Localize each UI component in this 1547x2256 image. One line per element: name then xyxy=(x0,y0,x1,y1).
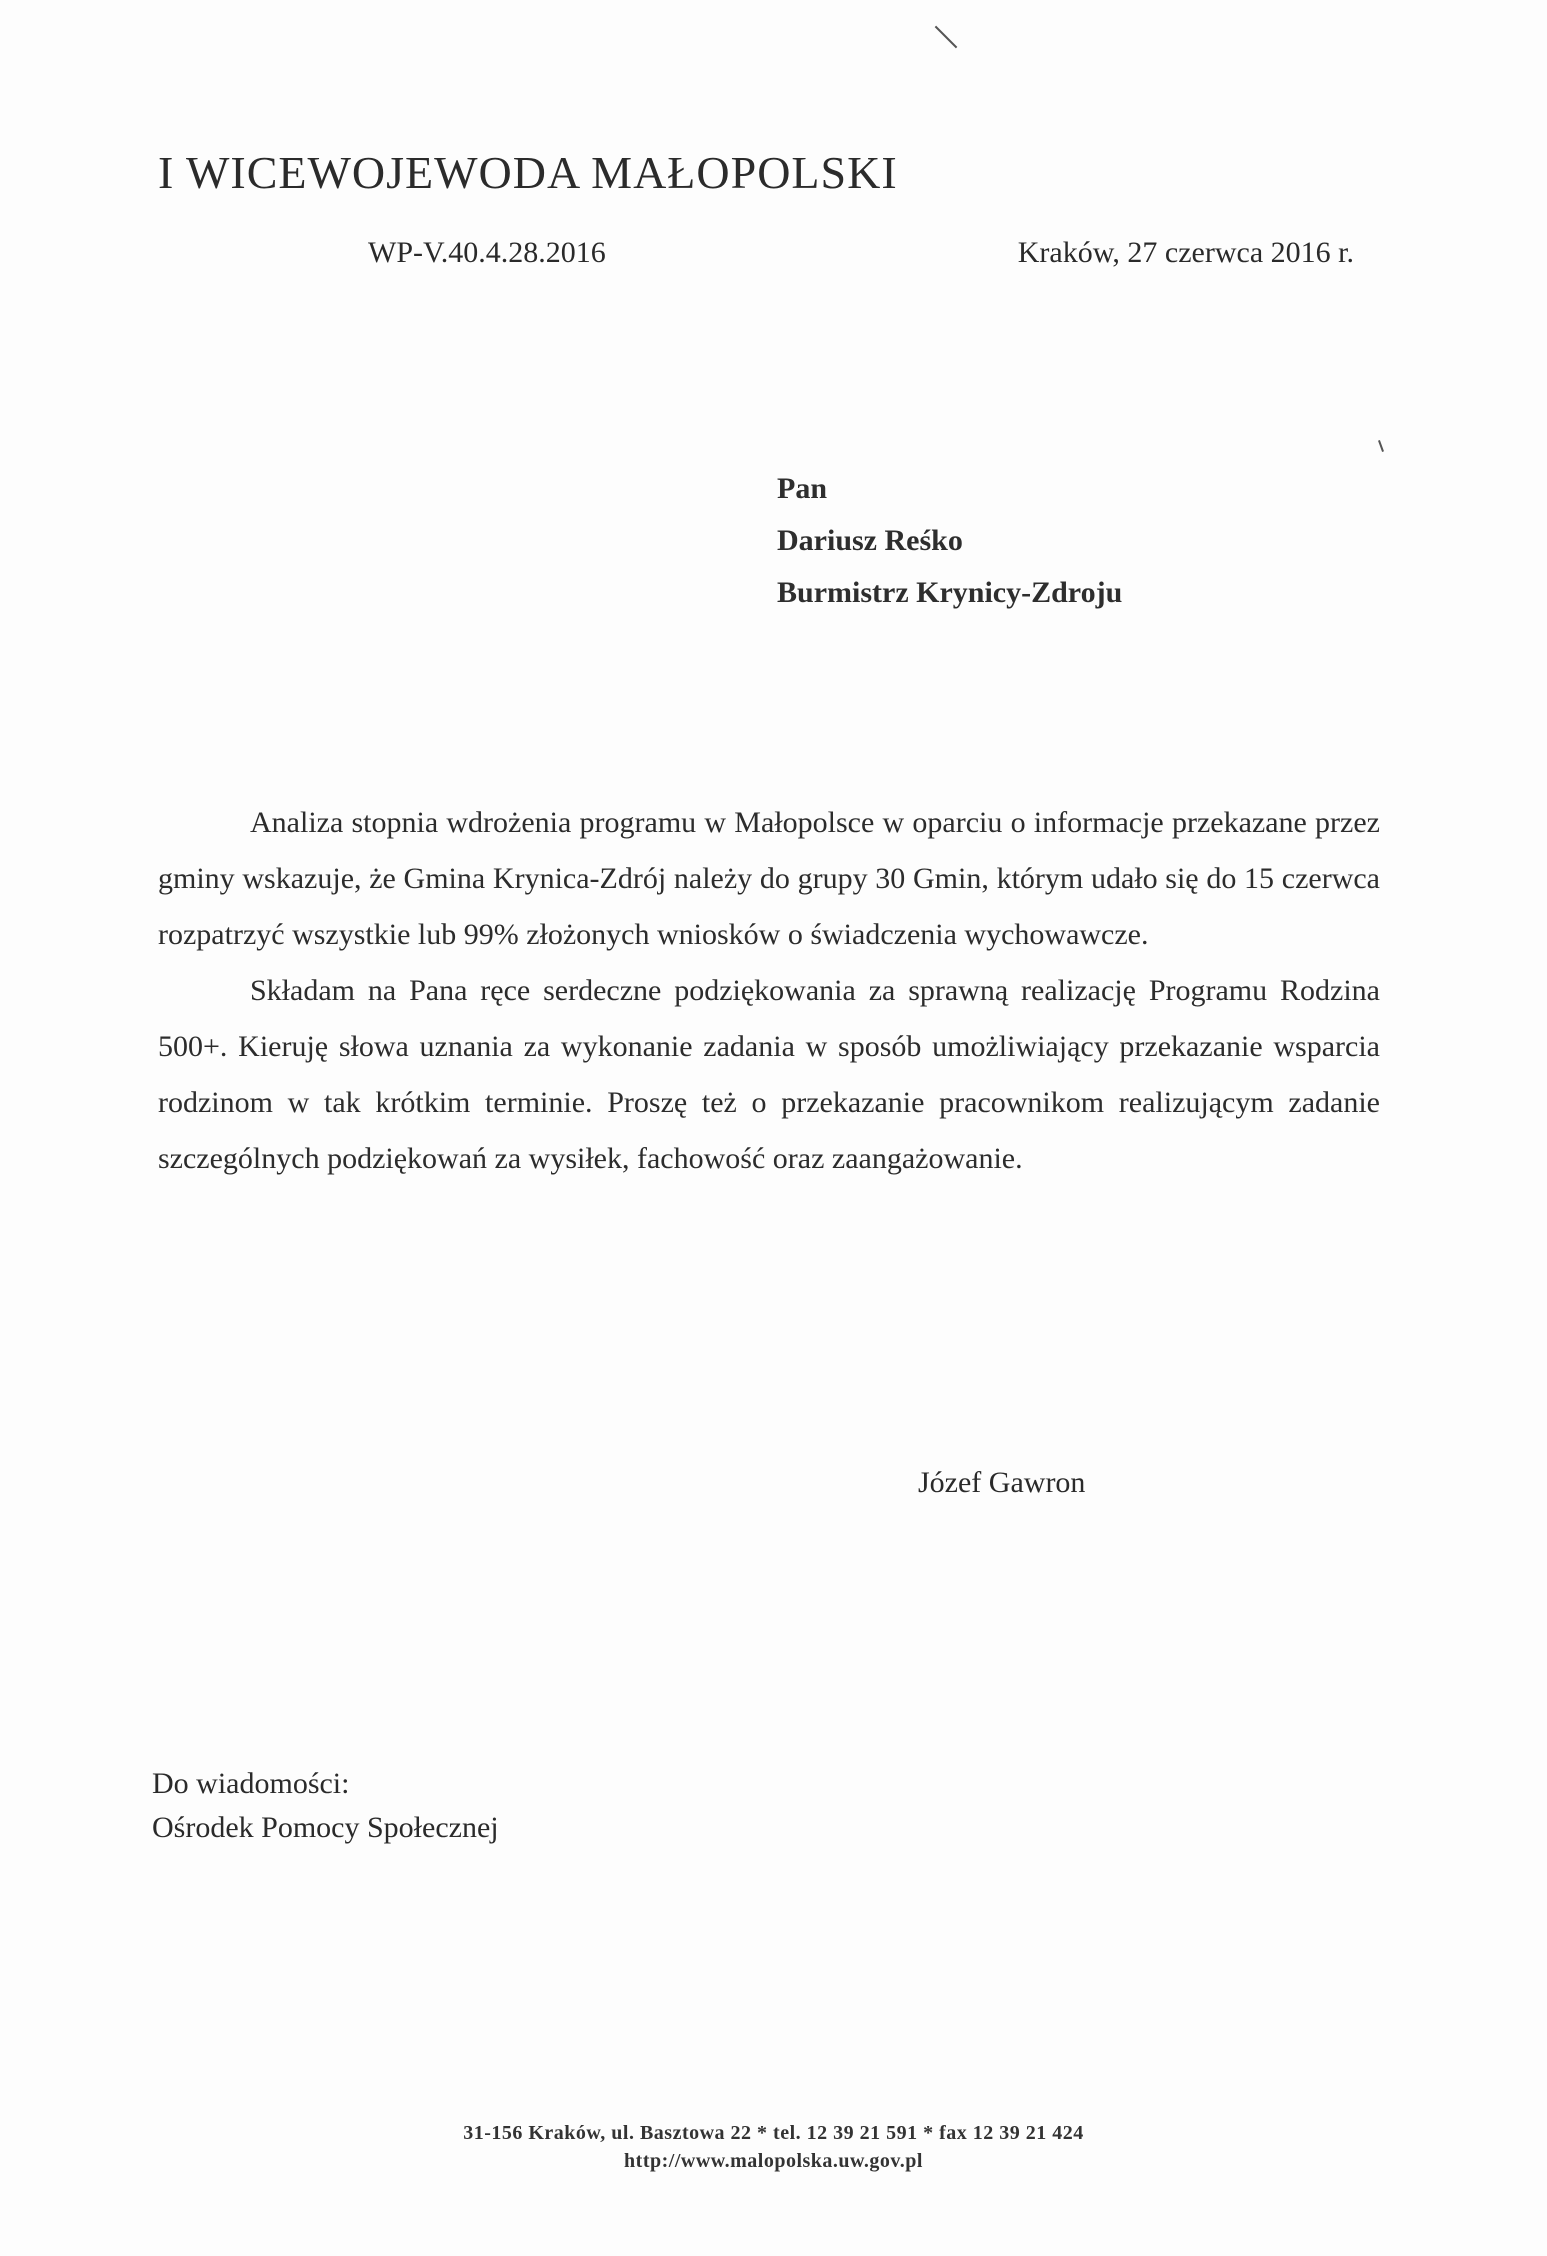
reference-number: WP-V.40.4.28.2016 xyxy=(368,236,606,269)
scan-mark xyxy=(1378,440,1384,452)
addressee-title: Burmistrz Krynicy-Zdroju xyxy=(777,576,1123,609)
addressee-block xyxy=(777,463,1122,619)
cc-block xyxy=(152,1762,499,1850)
cc-recipient: Ośrodek Pomocy Społecznej xyxy=(152,1811,499,1844)
scan-mark xyxy=(935,26,958,49)
letter-body xyxy=(158,795,1380,1187)
letter-footer xyxy=(0,2119,1547,2175)
addressee-salutation: Pan xyxy=(777,472,828,505)
footer-address: 31-156 Kraków, ul. Basztowa 22 * tel. 12 39 21 591 * fax 12 39 21 424 xyxy=(463,2122,1084,2144)
signature-name: Józef Gawron xyxy=(918,1466,1086,1499)
footer-website: http://www.malopolska.uw.gov.pl xyxy=(624,2150,923,2172)
body-paragraph: Analiza stopnia wdrożenia programu w Małopolsce w oparciu o informacje przekazane przez gminy wskazuje, że Gmina Krynica-Zdrój należy do grupy 30 Gmin, którym udało się do 15 czerwca rozpatrzyć wszystkie lub 99% złożonych wniosków o świadczenia wychowawcze. xyxy=(158,806,1380,951)
body-paragraph: Składam na Pana ręce serdeczne podziękowania za sprawną realizację Programu Rodzina 500+. Kieruję słowa uznania za wykonanie zadania w sposób umożliwiający przekazanie wsparcia rodzinom w tak krótkim terminie. Proszę też o przekazanie pracownikom realizującym zadanie szczególnych podziękowań za wysiłek, fachowość oraz zaangażowanie. xyxy=(158,974,1380,1175)
cc-label: Do wiadomości: xyxy=(152,1767,350,1800)
addressee-name: Dariusz Reśko xyxy=(777,524,963,557)
place-and-date: Kraków, 27 czerwca 2016 r. xyxy=(1017,236,1354,269)
letter-heading: I WICEWOJEWODA MAŁOPOLSKI xyxy=(158,147,898,198)
